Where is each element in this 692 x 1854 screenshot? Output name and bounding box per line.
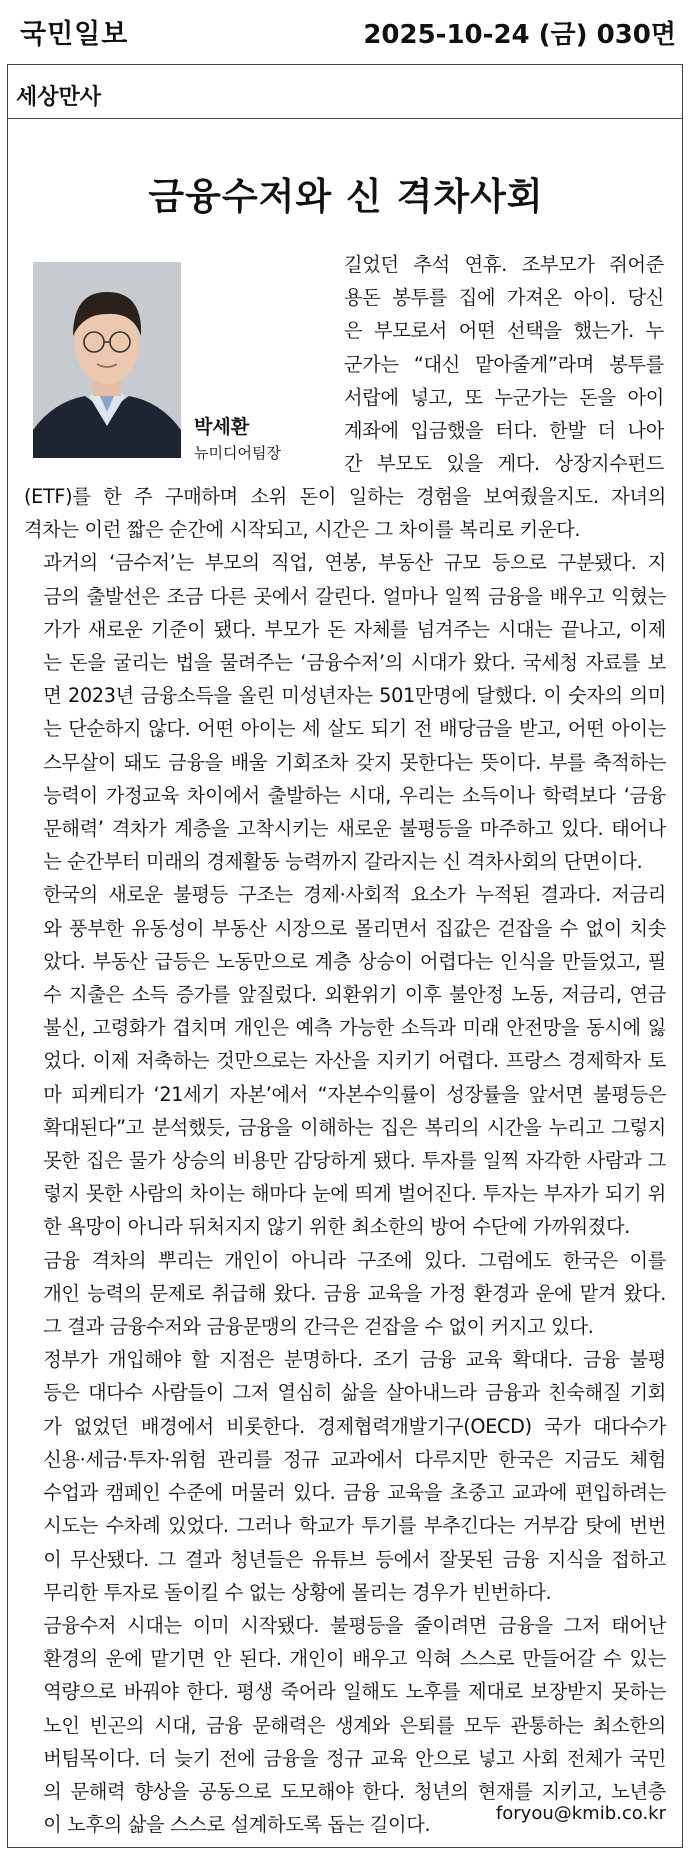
body-paragraph [24,878,666,1243]
body-line: 는 순간부터 미래의 경제활동 능력까지 갈라지는 신 격차사회의 단면이다. [43,850,643,874]
body-line: 시도는 수차례 있었다. 그러나 학교가 투기를 부추긴다는 거부감 탓에 번번 [43,1514,666,1538]
body-line: 이 무산됐다. 그 결과 청년들은 유튜브 등에서 잘못된 금융 지식을 접하고 [43,1547,666,1571]
body-line: 수 지출은 소득 증가를 앞질렀다. 외환위기 이후 불안정 노동, 저금리, 연금 [43,983,666,1007]
issue-date: 2025-10-24 (금) 030면 [363,20,676,50]
body-line: 금융수저 시대는 이미 시작됐다. 불평등을 줄이려면 금융을 그저 태어난 [43,1613,666,1637]
body-line: 한 욕망이 아니라 뒤처지지 않기 위한 최소한의 방어 수단에 가까워졌다. [43,1215,630,1239]
body-line: 무리한 투자로 돌이킬 수 없는 상황에 몰리는 경우가 빈번하다. [43,1580,552,1604]
body-line: 불신, 고령화가 겹치며 개인은 예측 가능한 소득과 미래 안전망을 동시에 잃 [43,1016,666,1040]
body-line: 렇지 못한 사람의 차이는 해마다 눈에 띄게 벌어진다. 투자는 부자가 되기 위 [43,1182,666,1206]
body-line: 수업과 캠페인 수준에 머물러 있다. 금융 교육을 초중고 교과에 편입하려는 [43,1481,666,1505]
author-email: foryou@kmib.co.kr [495,1803,666,1824]
body-line: 마 피케티가 ‘21세기 자본’에서 “자본수익률이 성장률을 앞서면 불평등은 [43,1082,666,1106]
body-line: 의 문해력 향상을 공동으로 도모해야 한다. 청년의 현재를 지키고, 노년층 [43,1779,666,1803]
article-body [24,480,666,1841]
intro-line: 용돈 봉투를 집에 가져온 아이. 당신 [344,286,664,310]
body-line: 와 풍부한 유동성이 부동산 시장으로 몰리면서 집값은 걷잡을 수 없이 치솟 [43,916,666,940]
body-line: 능력이 가정교육 차이에서 출발하는 시대, 우리는 소득이나 학력보다 ‘금융 [43,783,666,807]
body-line: 았다. 부동산 급등은 노동만으로 계층 상승이 어렵다는 인식을 만들었고, 필 [43,949,666,973]
body-line: 스무살이 돼도 금융을 배울 기회조차 갖지 못한다는 뜻이다. 부를 축적하는 [43,750,666,774]
body-line: 었다. 이제 저축하는 것만으로는 자산을 지키기 어렵다. 프랑스 경제학자 토 [43,1049,666,1073]
body-line: 정부가 개입해야 할 지점은 분명하다. 조기 금융 교육 확대다. 금융 불평 [43,1348,666,1372]
body-line: (ETF)를 한 주 구매하며 소위 돈이 일하는 경험을 보여줬을지도. 자녀의 [24,485,666,508]
body-line: 신용·세금·투자·위험 관리를 정규 교과에서 다루지만 한국은 지금도 체험 [43,1447,666,1471]
body-paragraph [24,1244,666,1344]
body-line: 는 단순하지 않다. 어떤 아이는 세 살도 되기 전 배당금을 받고, 어떤 아이는 [43,717,666,741]
body-line: 버팀목이다. 더 늦기 전에 금융을 정규 교육 안으로 넣고 사회 전체가 국민 [43,1746,666,1770]
intro-column [344,248,664,480]
intro-line: 계좌에 입금했을 터다. 한발 더 나아 [344,419,664,443]
body-line: 노인 빈곤의 시대, 금융 문해력은 생계와 은퇴를 모두 관통하는 최소한의 [43,1713,666,1737]
author-name: 박세환 [194,416,250,438]
body-line: 는 돈을 굴리는 법을 물려주는 ‘금융수저’의 시대가 왔다. 국세청 자료를 보 [43,651,666,675]
intro-line: 간 부모도 있을 게다. 상장지수펀드 [344,452,664,476]
body-line: 그 결과 금융수저와 금융문맹의 간극은 걷잡을 수 없이 커지고 있다. [43,1315,594,1339]
masthead [0,0,692,62]
body-line: 가 없었던 배경에서 비롯한다. 경제협력개발기구(OECD) 국가 대다수가 [43,1414,666,1438]
section-label: 세상만사 [16,84,102,110]
intro-line: 길었던 추석 연휴. 조부모가 쥐어준 [344,253,664,276]
author-photo [33,262,181,458]
body-line: 확대된다”고 분석했듯, 금융을 이해하는 집은 복리의 시간을 누리고 그렇지 [43,1115,666,1139]
body-line: 환경의 운에 맡기면 안 된다. 개인이 배우고 익혀 스스로 만들어갈 수 있는 [43,1647,666,1671]
body-line: 금의 출발선은 조금 다른 곳에서 갈린다. 얼마나 일찍 금융을 배우고 익혔는 [43,584,666,608]
author-role: 뉴미디어팀장 [194,444,281,462]
body-paragraph [24,480,666,546]
body-line: 개인 능력의 문제로 취급해 왔다. 금융 교육을 가정 환경과 운에 맡겨 왔다. [43,1281,666,1305]
body-line: 가가 새로운 기준이 됐다. 부모가 돈 자체를 넘겨주는 시대는 끝나고, 이제 [43,617,666,641]
body-line: 격차는 이런 짧은 순간에 시작되고, 시간은 그 차이를 복리로 키운다. [24,518,581,542]
section-divider [7,118,683,119]
headline: 금융수저와 신 격차사회 [148,174,544,218]
body-line: 못한 집은 물가 상승의 비용만 감당하게 됐다. 투자를 일찍 자각한 사람과 그 [43,1149,666,1173]
body-line: 이 노후의 삶을 스스로 설계하도록 돕는 길이다. [43,1813,431,1837]
paper-name: 국민일보 [20,19,129,50]
body-line: 금융 격차의 뿌리는 개인이 아니라 구조에 있다. 그럼에도 한국은 이를 [43,1248,666,1272]
body-paragraph [24,1343,666,1609]
body-line: 문해력’ 격차가 계층을 고착시키는 새로운 불평등을 마주하고 있다. 태어나 [43,817,666,841]
intro-line: 서랍에 넣고, 또 누군가는 돈을 아이 [344,385,664,409]
body-line: 면 2023년 금융소득을 올린 미성년자는 501만명에 달했다. 이 숫자의 의미 [43,684,666,708]
intro-line: 은 부모로서 어떤 선택을 했는가. 누 [344,319,664,343]
body-line: 등은 대다수 사람들이 그저 열심히 삶을 살아내느라 금융과 친숙해질 기회 [43,1381,666,1405]
body-line: 과거의 ‘금수저’는 부모의 직업, 연봉, 부동산 규모 등으로 구분됐다. 지 [43,551,666,575]
intro-line: 군가는 “대신 맡아줄게”라며 봉투를 [344,352,664,376]
author-portrait-image [33,262,181,458]
body-line: 역량으로 바꿔야 한다. 평생 죽어라 일해도 노후를 제대로 보장받지 못하는 [43,1680,666,1704]
body-line: 한국의 새로운 불평등 구조는 경제·사회적 요소가 누적된 결과다. 저금리 [43,883,666,907]
body-paragraph [24,546,666,878]
